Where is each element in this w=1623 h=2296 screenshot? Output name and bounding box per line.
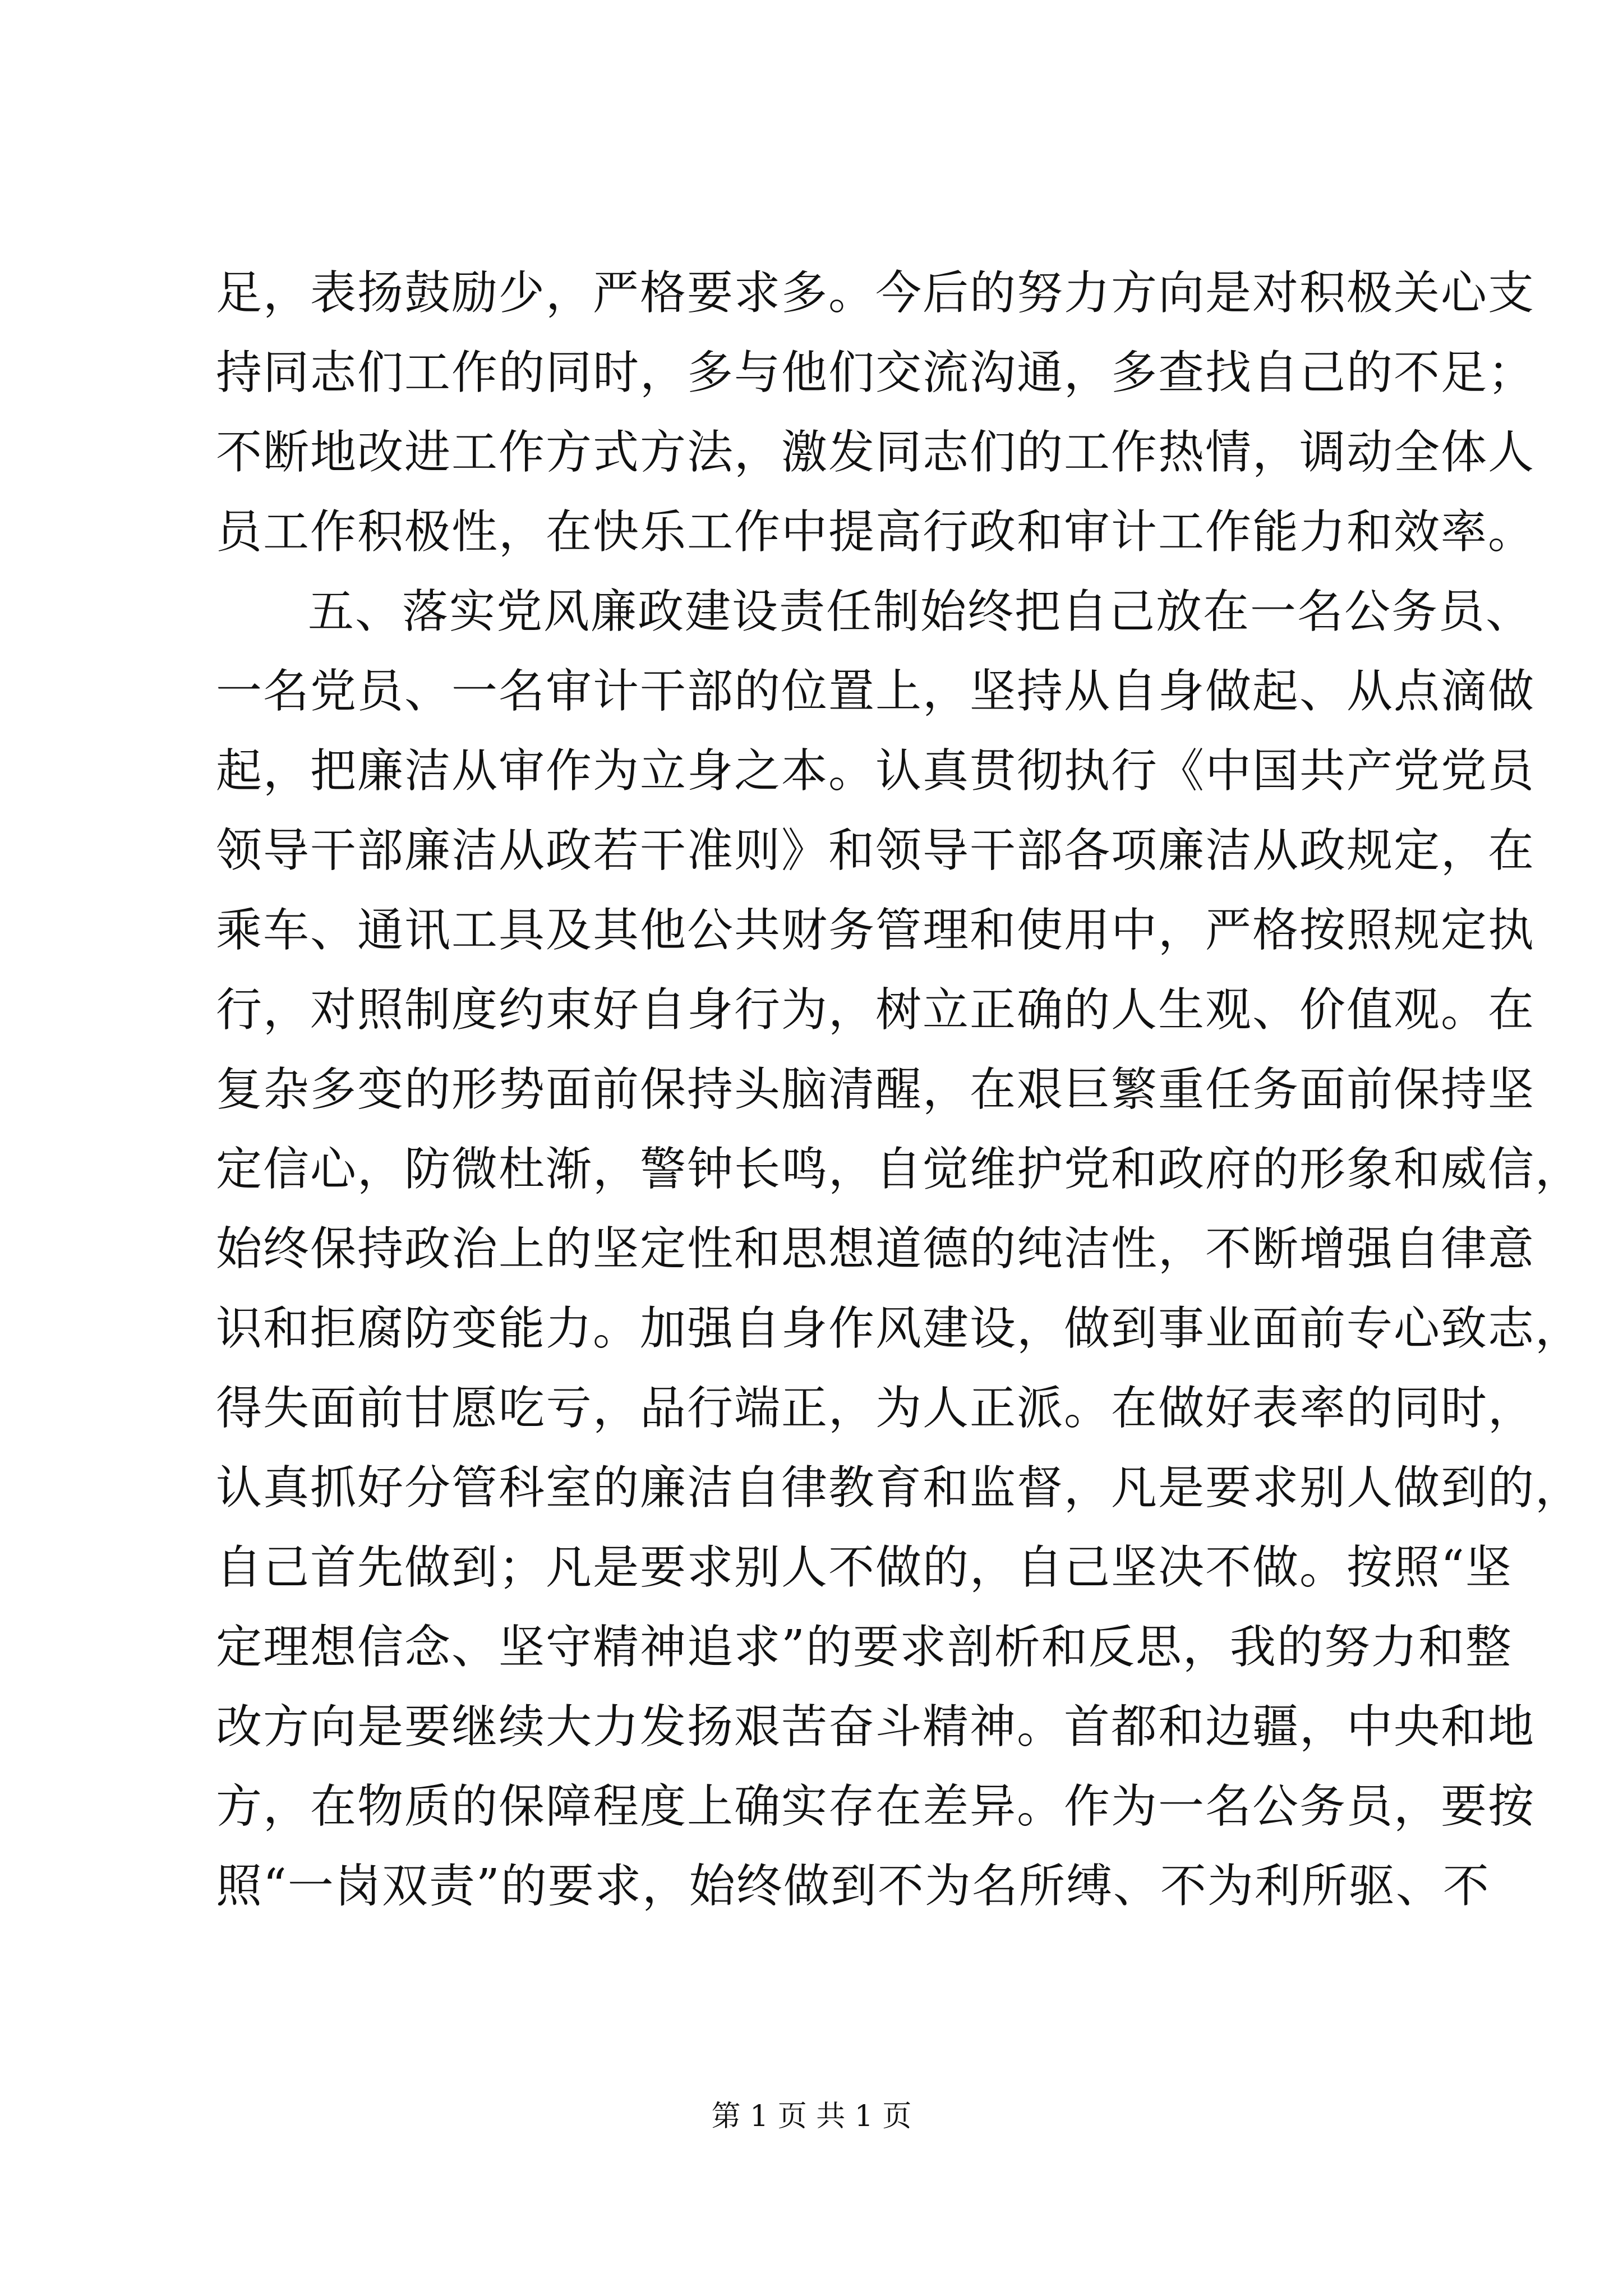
text-line: 行，对照制度约束好自身行为，树立正确的人生观、价值观。在 — [216, 983, 1536, 1037]
text-line: 一名党员、一名审计干部的位置上，坚持从自身做起、从点滴做 — [216, 665, 1536, 718]
text-line: 自己首先做到；凡是要求别人不做的，自己坚决不做。按照“坚 — [216, 1541, 1513, 1594]
text-line: 不断地改进工作方式方法，激发同志们的工作热情，调动全体人 — [216, 426, 1536, 479]
text-line: 乘车、通讯工具及其他公共财务管理和使用中，严格按照规定执 — [216, 904, 1536, 957]
text-line: 方，在物质的保障程度上确实存在差异。作为一名公务员，要按 — [216, 1780, 1536, 1833]
document-body — [216, 254, 1583, 1926]
text-line: 持同志们工作的同时，多与他们交流沟通，多查找自己的不足； — [216, 346, 1536, 399]
text-line: 领导干部廉洁从政若干准则》和领导干部各项廉洁从政规定，在 — [216, 824, 1536, 877]
text-line: 定信心，防微杜渐，警钟长鸣，自觉维护党和政府的形象和威信， — [216, 1143, 1583, 1196]
text-line: 足，表扬鼓励少，严格要求多。今后的努力方向是对积极关心支 — [216, 266, 1536, 320]
text-line: 照“一岗双责”的要求，始终做到不为名所缚、不为利所驱、不 — [216, 1860, 1490, 1913]
page-number-footer: 第 1 页 共 1 页 — [711, 2100, 912, 2133]
text-line: 复杂多变的形势面前保持头脑清醒，在艰巨繁重任务面前保持坚 — [216, 1063, 1536, 1116]
text-line: 得失面前甘愿吃亏，品行端正，为人正派。在做好表率的同时， — [216, 1382, 1536, 1435]
text-line: 改方向是要继续大力发扬艰苦奋斗精神。首都和边疆，中央和地 — [216, 1700, 1536, 1754]
text-line: 认真抓好分管科室的廉洁自律教育和监督，凡是要求别人做到的， — [216, 1461, 1583, 1515]
text-line: 识和拒腐防变能力。加强自身作风建设，做到事业面前专心致志， — [216, 1302, 1583, 1355]
text-line: 始终保持政治上的坚定性和思想道德的纯洁性，不断增强自律意 — [216, 1222, 1536, 1276]
section-heading-line: 五、落实党风廉政建设责任制始终把自己放在一名公务员、 — [308, 585, 1533, 638]
text-line: 起，把廉洁从审作为立身之本。认真贯彻执行《中国共产党党员 — [216, 744, 1536, 798]
text-line: 定理想信念、坚守精神追求”的要求剖析和反思，我的努力和整 — [216, 1621, 1513, 1674]
text-line: 员工作积极性，在快乐工作中提高行政和审计工作能力和效率。 — [216, 505, 1536, 559]
